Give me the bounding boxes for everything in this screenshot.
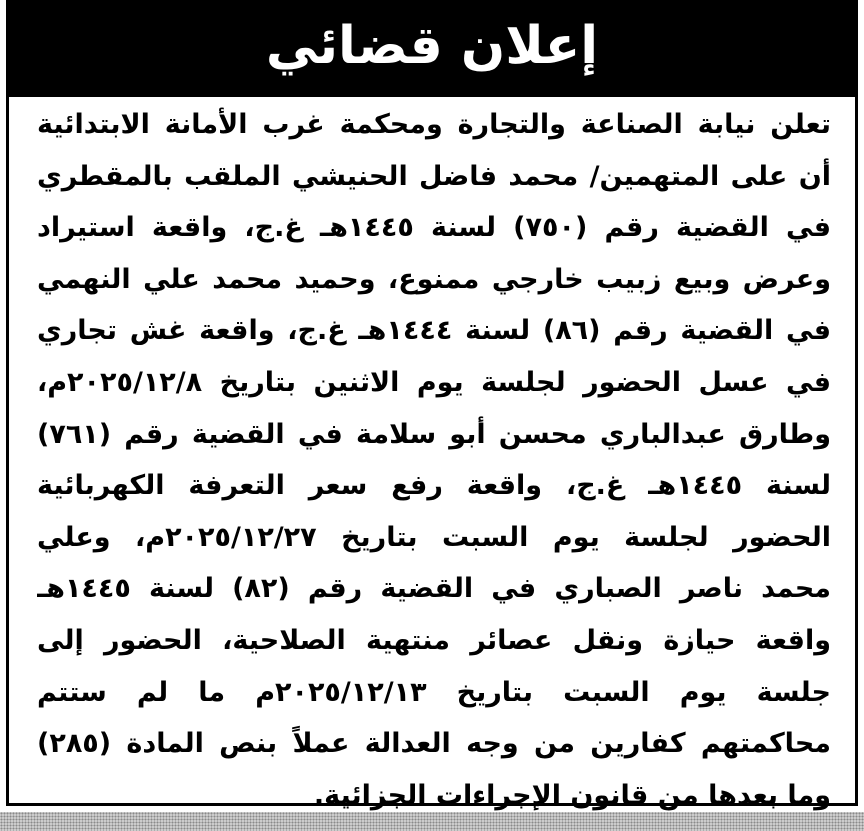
notice-line: تعلن نيابة الصناعة والتجارة ومحكمة غرب الأمانة الابتدائية — [37, 109, 831, 140]
header-bar — [9, 3, 855, 97]
halftone-strip — [0, 812, 864, 831]
notice-frame — [6, 0, 858, 811]
notice-line: في القضية رقم (٧٥٠) لسنة ١٤٤٥هـ غ.ج، واقعة استيراد — [37, 212, 831, 244]
notice-line: أن على المتهمين/ محمد فاضل الحنيشي الملقب بالمقطري — [37, 160, 831, 192]
notice-line: محاكمتهم كفارين من وجه العدالة عملاً بنص المادة (٢٨٥) — [37, 728, 831, 760]
notice-line: الحضور لجلسة يوم السبت بتاريخ ٢٠٢٥/١٢/٢٧م، وعلي — [37, 521, 831, 553]
notice-line: وطارق عبدالباري محسن أبو سلامة في القضية رقم (٧٦١) — [37, 418, 831, 450]
notice-line: جلسة يوم السبت بتاريخ ٢٠٢٥/١٢/١٣م ما لم ستتم — [37, 676, 831, 708]
notice-title: إعلان قضائي — [265, 16, 599, 76]
notice-line-last: وما بعدها من قانون الإجراءات الجزائية. — [313, 779, 831, 811]
notice-line: وعرض وبيع زبيب خارجي ممنوع، وحميد محمد علي النهمي — [37, 263, 831, 295]
notice-body — [37, 99, 831, 821]
notice-line: في عسل الحضور لجلسة يوم الاثنين بتاريخ ٢٠٢٥/١٢/٨م، — [37, 366, 831, 398]
notice-line: محمد ناصر الصباري في القضية رقم (٨٢) لسنة ١٤٤٥هـ — [37, 573, 831, 605]
notice-line: لسنة ١٤٤٥هـ غ.ج، واقعة رفع سعر التعرفة الكهربائية — [37, 470, 831, 502]
notice-line: واقعة حيازة ونقل عصائر منتهية الصلاحية، الحضور إلى — [37, 624, 831, 656]
notice-line: في القضية رقم (٨٦) لسنة ١٤٤٤هـ غ.ج، واقعة غش تجاري — [37, 315, 831, 347]
